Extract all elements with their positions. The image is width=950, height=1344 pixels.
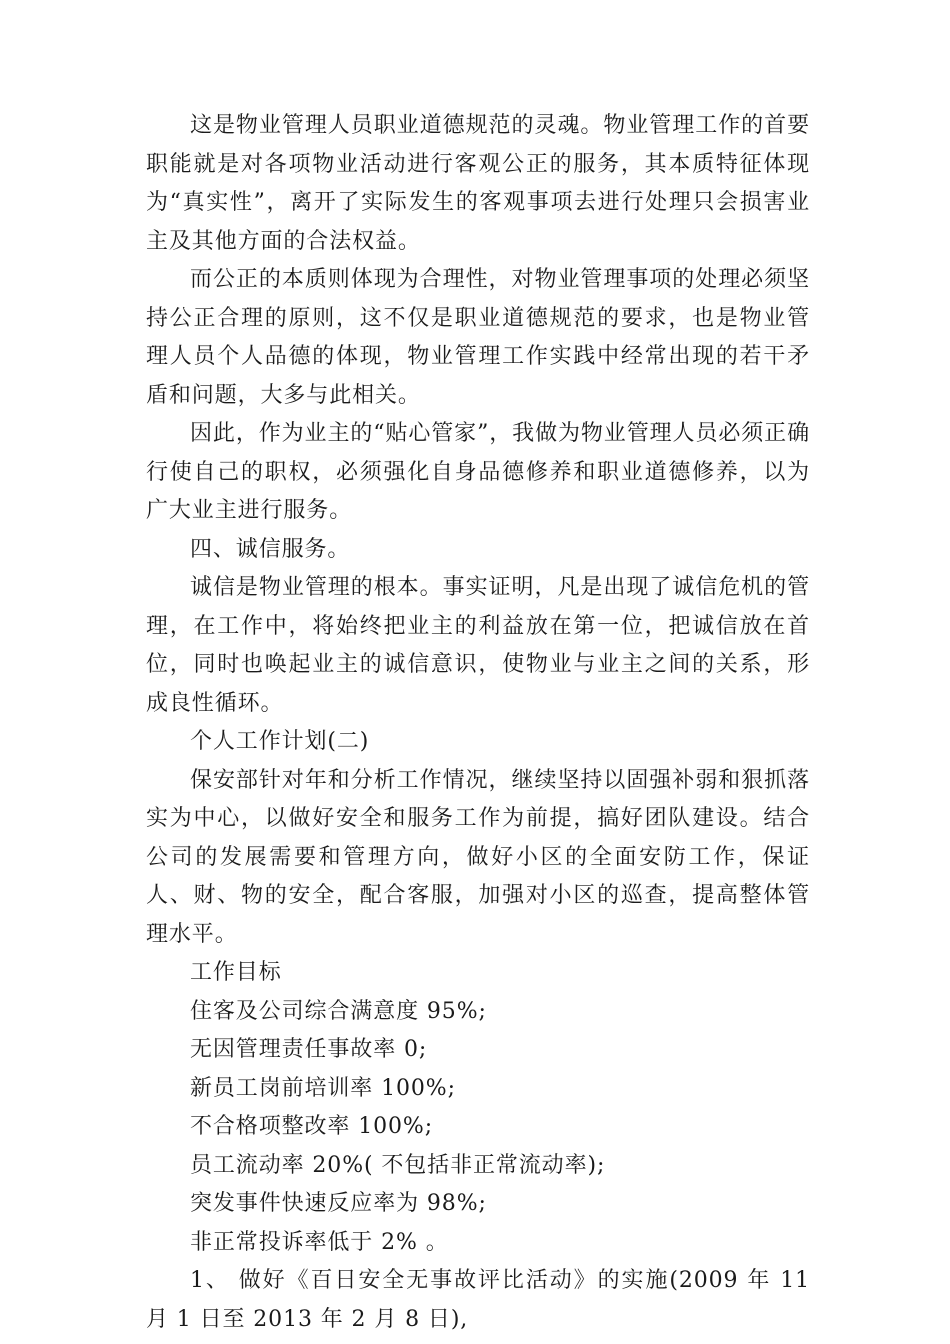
paragraph-5: 保安部针对年和分析工作情况，继续坚持以固强补弱和狠抓落实为中心，以做好安全和服务工作为前提，搞好团队建设。结合公司的发展需要和管理方向，做好小区的全面安防工作，保证人、财、物的安全，配合客服，加强对小区的巡查，提高整体管理水平。 <box>146 767 810 947</box>
goal-item: 无因管理责任事故率 0; <box>190 1037 428 1062</box>
numbered-item-1: 1、 做好《百日安全无事故评比活动》的实施(2009 年 11 月 1 日至 2013 年 2 月 8 日), <box>146 1268 810 1332</box>
goal-item: 住客及公司综合满意度 95%; <box>190 998 487 1024</box>
section-title-work-plan-2: 个人工作计划(二) <box>190 729 370 754</box>
goal-item: 不合格项整改率 100%; <box>190 1114 434 1139</box>
paragraph-4: 诚信是物业管理的根本。事实证明，凡是出现了诚信危机的管理，在工作中，将始终把业主的利益放在第一位，把诚信放在首位，同时也唤起业主的诚信意识，使物业与业主之间的关系，形成良性循环。 <box>146 575 810 716</box>
document-body <box>146 107 810 1339</box>
section-heading-work-goals: 工作目标 <box>190 960 282 985</box>
goal-item: 新员工岗前培训率 100%; <box>190 1075 456 1101</box>
goal-item: 员工流动率 20%( 不包括非正常流动率); <box>190 1152 606 1178</box>
goal-item: 突发事件快速反应率为 98%; <box>190 1191 487 1216</box>
paragraph-1: 这是物业管理人员职业道德规范的灵魂。物业管理工作的首要职能就是对各项物业活动进行客观公正的服务，其本质特征体现为“真实性”，离开了实际发生的客观事项去进行处理只会损害业主及其他方面的合法权益。 <box>146 113 810 254</box>
goal-item: 非正常投诉率低于 2% 。 <box>190 1229 449 1255</box>
section-heading-integrity: 四、诚信服务。 <box>190 536 351 562</box>
paragraph-3: 因此，作为业主的“贴心管家”，我做为物业管理人员必须正确行使自己的职权，必须强化自身品德修养和职业道德修养，以为广大业主进行服务。 <box>146 421 810 523</box>
paragraph-2: 而公正的本质则体现为合理性，对物业管理事项的处理必须坚持公正合理的原则，这不仅是职业道德规范的要求，也是物业管理人员个人品德的体现，物业管理工作实践中经常出现的若干矛盾和问题，大多与此相关。 <box>146 267 810 408</box>
